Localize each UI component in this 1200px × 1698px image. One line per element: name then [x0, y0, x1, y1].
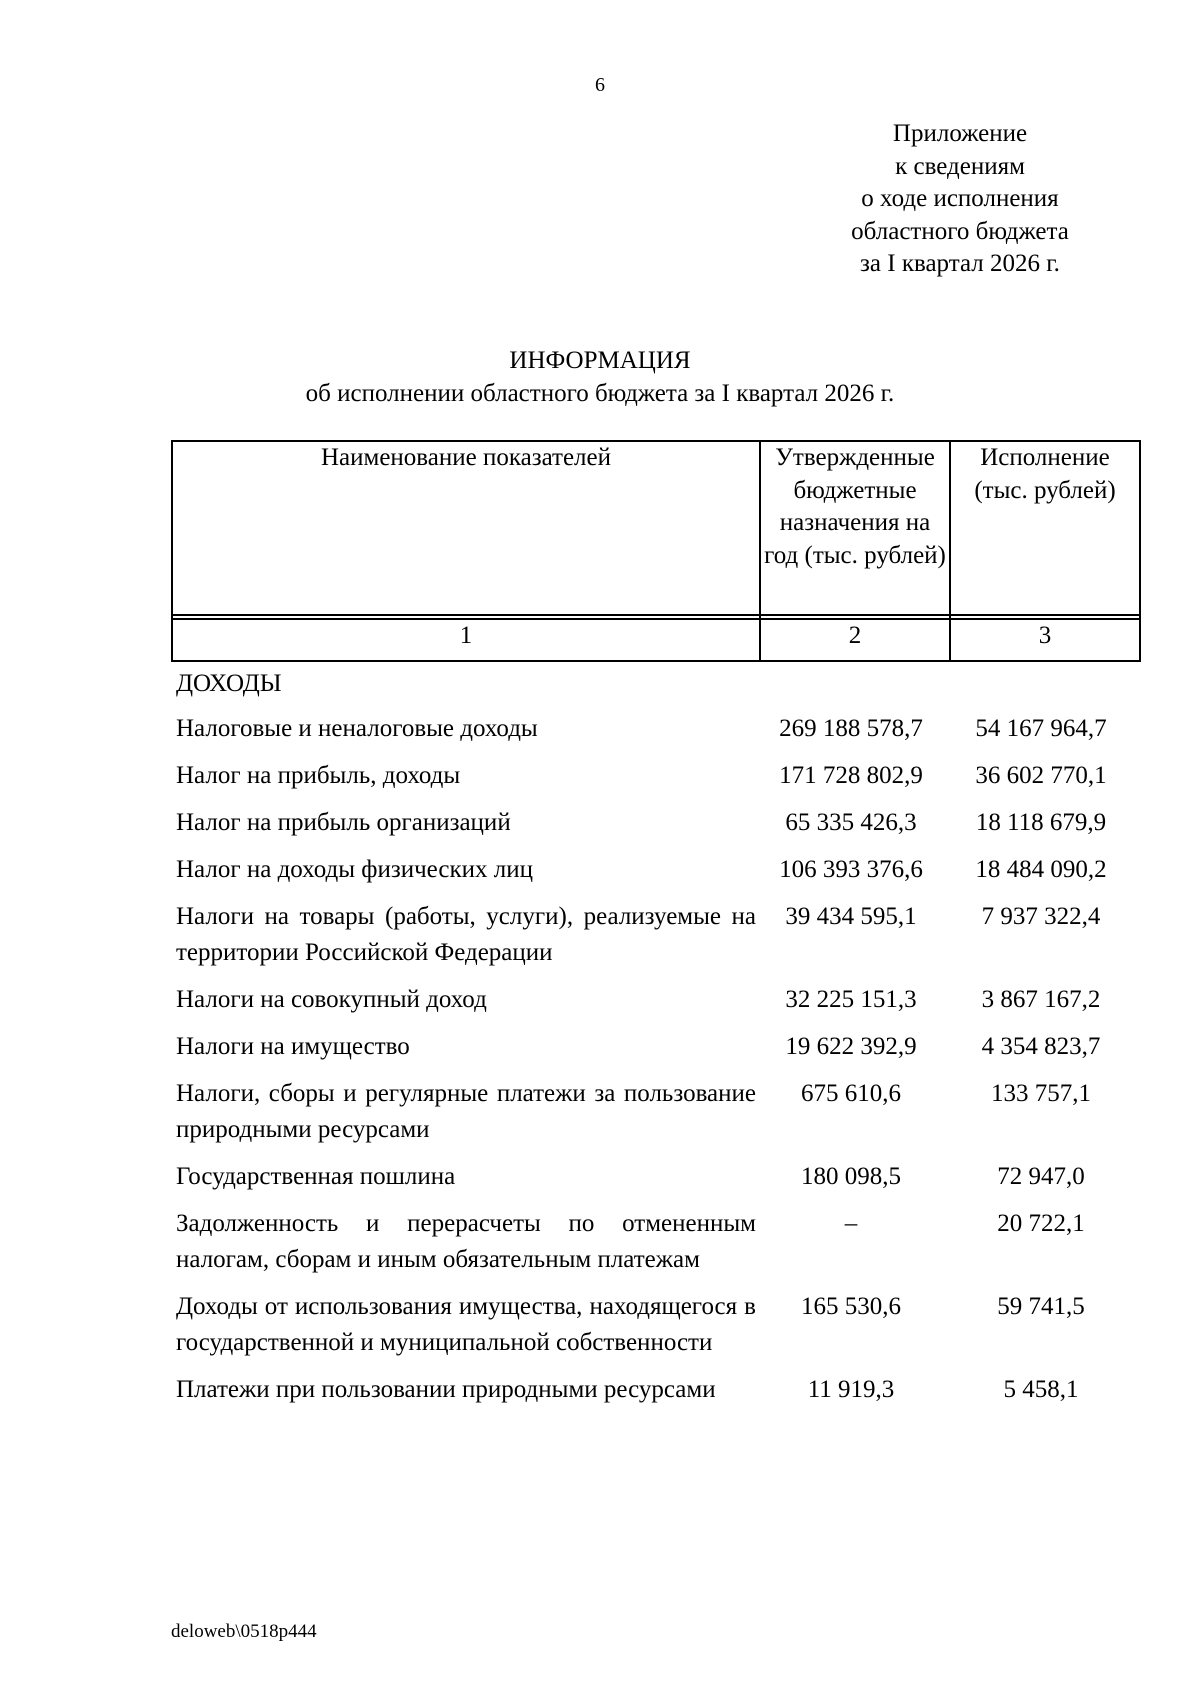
table-row	[176, 1076, 1136, 1148]
header-approved: Утвержденные бюджетные назначения на год (тыс. рублей)	[760, 441, 950, 615]
header-indicator-name: Наименование показателей	[172, 441, 760, 615]
row-name: Задолженность и перерасчеты по отмененным налогам, сборам и иным обязательным платежам	[176, 1210, 756, 1273]
row-approved-value: 19 622 392,9	[785, 1033, 917, 1060]
row-approved-value: 65 335 426,3	[785, 809, 917, 836]
row-name: Налог на доходы физических лиц	[176, 856, 533, 883]
appendix-line: к сведениям	[895, 152, 1025, 180]
row-approved-value: 269 188 578,7	[779, 715, 923, 742]
row-name: Налоговые и неналоговые доходы	[176, 715, 538, 742]
row-executed-value: 4 354 823,7	[981, 1033, 1101, 1060]
row-approved-value: 39 434 595,1	[785, 903, 917, 930]
column-number: 3	[950, 619, 1140, 661]
table-row	[176, 1372, 1136, 1408]
row-name: Налоги на товары (работы, услуги), реализуемые на территории Российской Федерации	[176, 903, 756, 966]
row-approved-value: 165 530,6	[801, 1293, 901, 1320]
row-name: Налог на прибыль организаций	[176, 809, 511, 836]
row-name: Налог на прибыль, доходы	[176, 762, 461, 789]
appendix-line: о ходе исполнения	[861, 185, 1059, 212]
row-executed-value: 133 757,1	[991, 1080, 1091, 1107]
row-executed-value: 7 937 322,4	[981, 903, 1101, 930]
row-executed-value: 36 602 770,1	[975, 762, 1107, 789]
row-approved-value: 180 098,5	[801, 1163, 901, 1190]
column-number: 1	[172, 619, 760, 661]
row-executed-value: 20 722,1	[997, 1210, 1085, 1237]
appendix-line: за I квартал 2026 г.	[860, 250, 1060, 277]
header-executed: Исполнение (тыс. рублей)	[950, 441, 1140, 615]
header-row	[172, 441, 1140, 615]
document-title: ИНФОРМАЦИЯ	[509, 347, 691, 374]
row-executed-value: 18 484 090,2	[975, 856, 1107, 883]
row-approved-value: 106 393 376,6	[779, 856, 923, 883]
table-row	[176, 1206, 1136, 1278]
row-name: Налоги на совокупный доход	[176, 986, 487, 1013]
row-name: Государственная пошлина	[176, 1163, 456, 1190]
table-row	[176, 805, 1136, 841]
row-name: Налоги, сборы и регулярные платежи за пользование природными ресурсами	[176, 1080, 756, 1143]
table-row	[176, 758, 1136, 794]
column-number: 2	[760, 619, 950, 661]
row-executed-value: 18 118 679,9	[975, 809, 1107, 836]
section-heading: ДОХОДЫ	[176, 670, 282, 697]
column-numbers-row	[172, 619, 1140, 661]
row-approved-value: 32 225 151,3	[785, 986, 917, 1013]
row-executed-value: 59 741,5	[997, 1293, 1085, 1320]
table-row	[176, 852, 1136, 888]
budget-table-header	[171, 440, 1141, 662]
document-subtitle: об исполнении областного бюджета за I квартал 2026 г.	[305, 380, 895, 407]
row-executed-value: 54 167 964,7	[975, 715, 1107, 742]
row-name: Доходы от использования имущества, находящегося в государственной и муниципальной собственности	[176, 1293, 756, 1356]
row-executed-value: 72 947,0	[997, 1163, 1085, 1190]
appendix-line: Приложение	[892, 120, 1028, 147]
row-approved-value: –	[844, 1210, 858, 1237]
table-row	[176, 899, 1136, 971]
budget-table-body	[176, 666, 1136, 1419]
page-number: 6	[595, 74, 605, 96]
table-row	[176, 1159, 1136, 1195]
table-row	[176, 982, 1136, 1018]
appendix-line: областного бюджета	[851, 217, 1069, 245]
row-approved-value: 11 919,3	[807, 1376, 895, 1403]
row-name: Платежи при пользовании природными ресурсами	[176, 1376, 716, 1403]
appendix-note	[840, 118, 1080, 281]
table-row	[176, 1289, 1136, 1361]
row-executed-value: 5 458,1	[1003, 1376, 1079, 1403]
row-executed-value: 3 867 167,2	[981, 986, 1101, 1013]
row-approved-value: 171 728 802,9	[779, 762, 923, 789]
table-row	[176, 711, 1136, 747]
table-row	[176, 1029, 1136, 1065]
row-name: Налоги на имущество	[176, 1033, 410, 1060]
document-code: deloweb\0518p444	[171, 1621, 317, 1642]
row-approved-value: 675 610,6	[801, 1080, 901, 1107]
